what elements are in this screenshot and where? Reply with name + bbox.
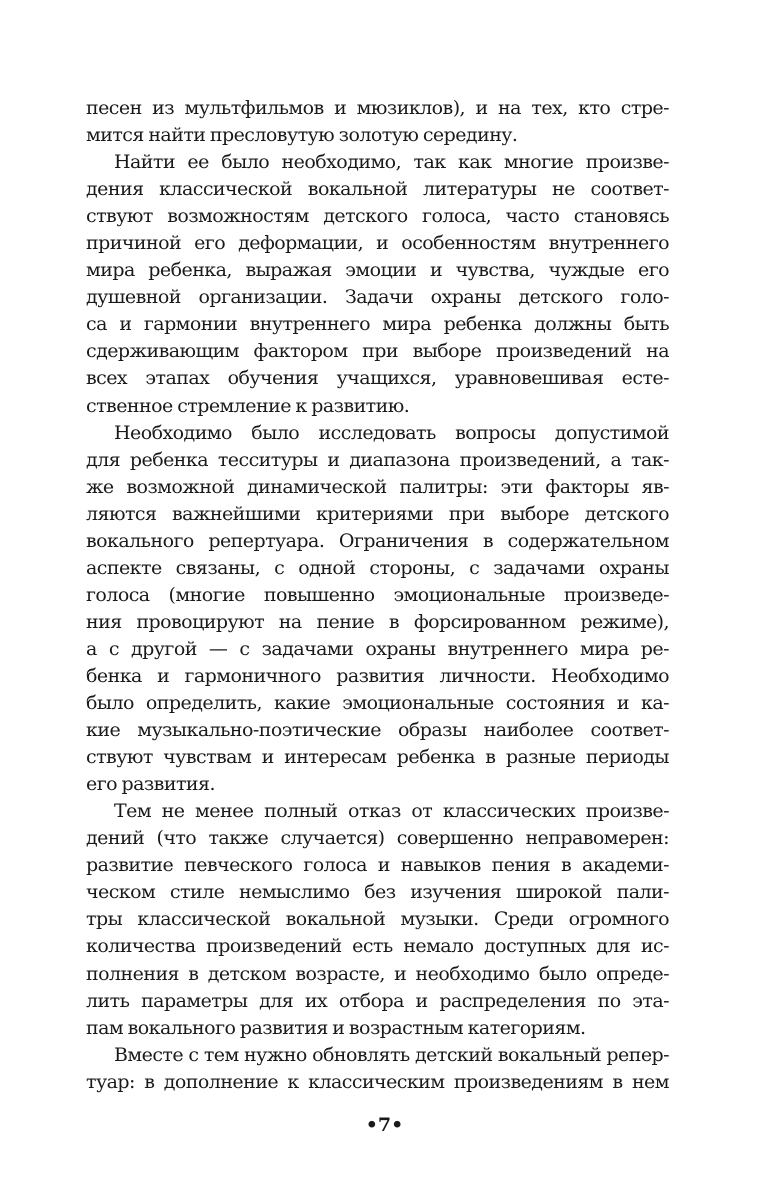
text-line: ствуют возможностям детского голоса, часто становясь [86,205,669,228]
text-line: ния провоцируют на пение в форсированном режиме), [86,610,669,633]
text-line: туар: в дополнение к классическим произведениям в нем [86,1070,669,1093]
text-line: Найти ее было необходимо, так как многие произве- [114,151,669,174]
text-line: аспекте связаны, с одной стороны, с задачами охраны [86,556,669,579]
text-line: дения классической вокальной литературы не соответ- [86,178,669,201]
text-line: полнения в детском возрасте, и необходимо было опреде- [86,962,669,985]
text-line: ствуют чувствам и интересам ребенка в разные периоды [86,746,669,769]
text-line: было определить, какие эмоциональные состояния и ка- [86,692,669,715]
text-line: ческом стиле немыслимо без изучения широкой пали- [86,881,669,904]
text-line: бенка и гармоничного развития личности. Необходимо [86,664,669,687]
text-line: всех этапах обучения учащихся, уравновешивая есте- [86,367,669,390]
text-line: для ребенка тесситуры и диапазона произведений, а так- [86,448,669,471]
text-line: лить параметры для их отбора и распределения по эта- [86,989,669,1012]
text-line: голоса (многие повышенно эмоциональные произведе- [86,583,669,606]
page-number: •7• [365,1114,404,1136]
text-line: дений (что также случается) совершенно неправомерен: [86,827,669,850]
text-line: Вместе с тем нужно обновлять детский вокальный репер- [114,1043,669,1066]
text-line: мира ребенка, выражая эмоции и чувства, чуждые его [86,259,669,282]
text-line: вокального репертуара. Ограничения в содержательном [86,529,669,552]
text-line: а с другой — с задачами охраны внутреннего мира ре- [86,637,669,660]
text-line: Необходимо было исследовать вопросы допустимой [114,421,669,444]
text-line: песен из мультфильмов и мюзиклов), и на тех, кто стре- [86,97,669,119]
paragraph [86,420,669,799]
text-line: количества произведений есть немало доступных для ис- [86,935,669,958]
text-line: пам вокального развития и возрастным категориям. [86,1016,586,1039]
text-line: развитие певческого голоса и навыков пения в академи- [86,854,669,877]
text-line: кие музыкально-поэтические образы наиболее соответ- [86,719,669,742]
text-line: сдерживающим фактором при выборе произведений на [86,340,669,363]
paragraph [86,95,669,149]
text-line: тры классической вокальной музыки. Среди огромного [86,908,669,931]
book-page-text [86,95,669,1096]
paragraph [86,149,669,419]
text-line: ляются важнейшими критериями при выборе детского [86,502,669,525]
text-line: же возможной динамической палитры: эти факторы яв- [86,475,669,498]
paragraph [86,798,669,1041]
text-line: мится найти пресловутую золотую середину. [86,124,518,147]
text-line: причиной его деформации, и особенностям внутреннего [86,232,669,255]
text-line: Тем не менее полный отказ от классических произве- [114,800,669,823]
text-line: ственное стремление к развитию. [86,394,410,417]
text-line: душевной организации. Задачи охраны детского голо- [86,286,669,309]
text-line: са и гармонии внутреннего мира ребенка должны быть [86,313,669,336]
text-line: его развития. [86,773,215,796]
paragraph [86,1042,669,1096]
